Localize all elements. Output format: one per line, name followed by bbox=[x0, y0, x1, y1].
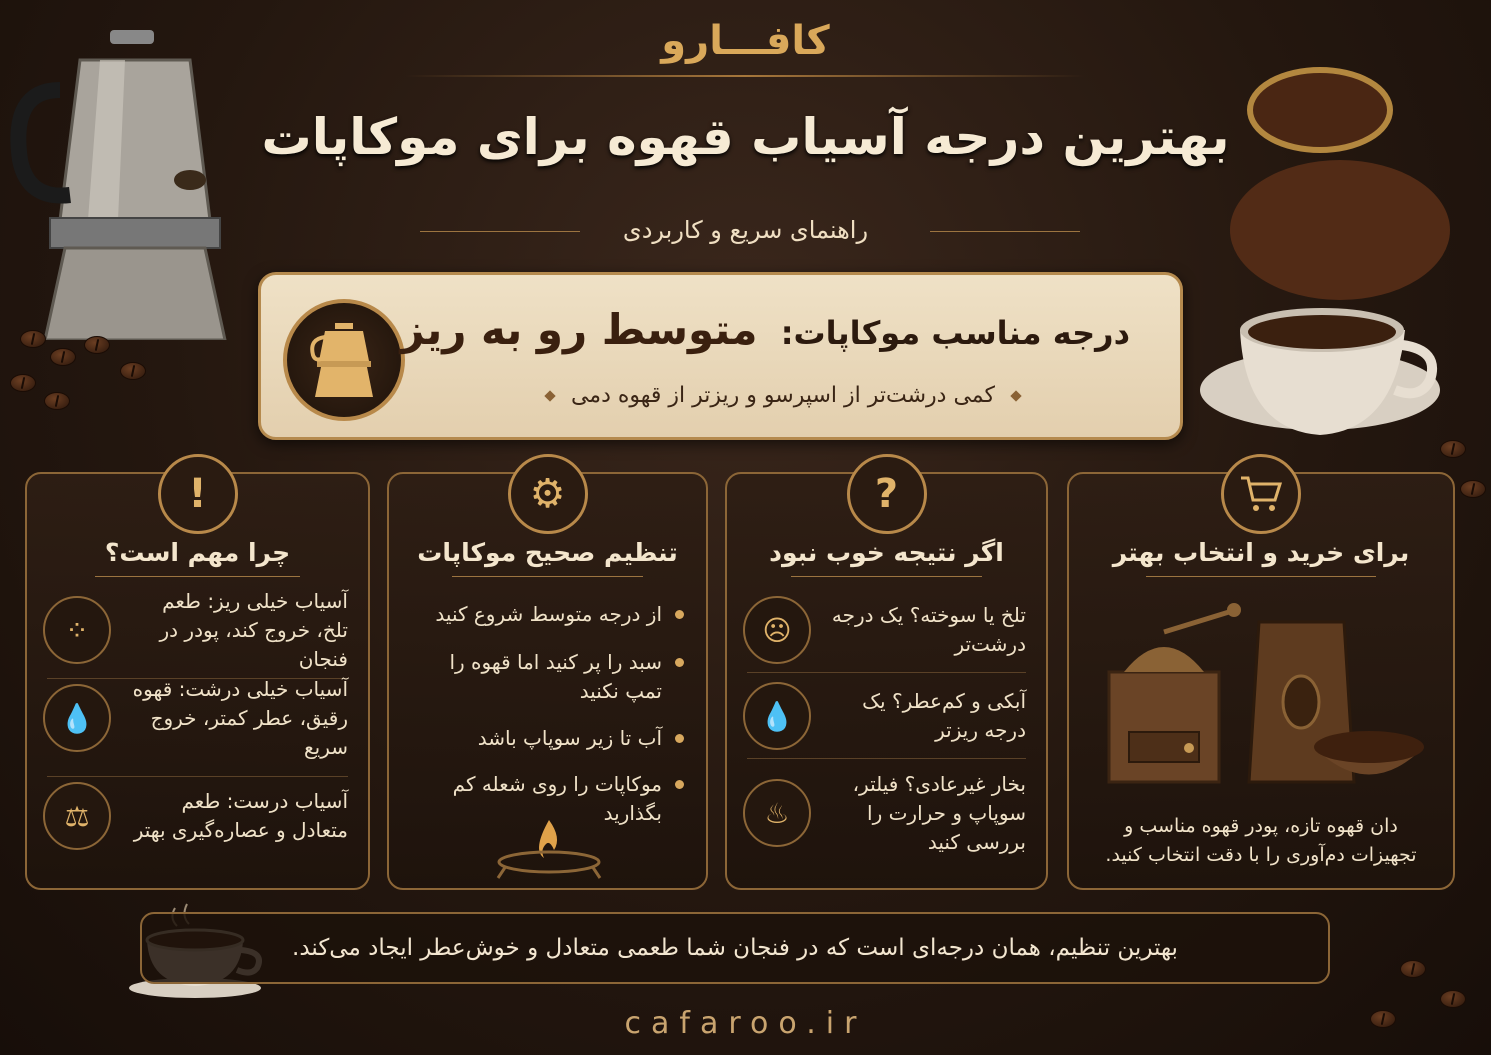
grind-note bbox=[536, 383, 1030, 408]
gear-icon: ⚙ bbox=[508, 454, 588, 534]
buy-tip-text: دان قهوه تازه، پودر قهوه مناسب و تجهیزات دم‌آوری را با دقت انتخاب کنید. bbox=[1105, 815, 1417, 867]
cart-icon bbox=[1221, 454, 1301, 534]
list-item bbox=[743, 758, 1030, 868]
card-title: چرا مهم است؟ bbox=[104, 538, 291, 567]
list-item-text: آسیاب خیلی درشت: قهوه رقیق، عطر کمتر، خروج سریع bbox=[132, 676, 348, 759]
list-item-text: آسیاب درست: طعم متعادل و عصاره‌گیری بهتر bbox=[133, 789, 348, 842]
moka-pot-illustration bbox=[10, 20, 260, 340]
card-title: اگر نتیجه خوب نبود bbox=[769, 538, 1004, 567]
card-why-important bbox=[25, 472, 370, 890]
page-subtitle: راهنمای سریع و کاربردی bbox=[622, 216, 869, 244]
list-item: سبد را پر کنید اما قهوه را تمپ نکنید bbox=[429, 648, 684, 706]
grind-label: درجه مناسب موکاپات: bbox=[780, 314, 1130, 352]
coffee-bean-icon bbox=[10, 374, 36, 392]
grind-recommendation-heading bbox=[400, 305, 1130, 354]
divider bbox=[791, 576, 982, 577]
card-title: تنظیم صحیح موکاپات bbox=[417, 538, 678, 567]
page-title: بهترین درجه آسیاب قهوه برای موکاپات bbox=[261, 108, 1230, 166]
exclamation-icon: ! bbox=[158, 454, 238, 534]
list-item bbox=[743, 584, 1030, 676]
list-item bbox=[743, 670, 1030, 762]
question-icon: ? bbox=[847, 454, 927, 534]
coffee-bean-icon bbox=[44, 392, 70, 410]
diamond-icon bbox=[1010, 390, 1021, 401]
list-item: آب تا زیر سوپاپ باشد bbox=[429, 724, 684, 753]
list-item-text: آسیاب خیلی ریز: طعم تلخ، خروج کند، پودر در فنجان bbox=[159, 588, 348, 671]
footer-tip-text: بهترین تنظیم، همان درجه‌ای است که در فنجان شما طعمی متعادل و خوش‌عطر ایجاد می‌کند. bbox=[292, 935, 1178, 961]
list-item bbox=[43, 584, 352, 676]
footer-tip bbox=[140, 912, 1330, 984]
steam-icon: ♨ bbox=[743, 779, 811, 847]
card-setup bbox=[387, 472, 708, 890]
coffee-bean-icon bbox=[1460, 480, 1486, 498]
divider bbox=[452, 576, 642, 577]
fine-grind-icon: ⁘ bbox=[43, 596, 111, 664]
grind-level: متوسط رو به ریز bbox=[400, 305, 758, 354]
sad-face-icon: ☹ bbox=[743, 596, 811, 664]
coffee-bean-icon bbox=[120, 362, 146, 380]
divider bbox=[1146, 576, 1376, 577]
drop-icon: 💧 bbox=[43, 684, 111, 752]
list-item-text: آبکی و کم‌عطر؟ یک درجه ریزتر bbox=[862, 689, 1026, 742]
card-title: برای خرید و انتخاب بهتر bbox=[1112, 538, 1410, 567]
burner-flame-icon bbox=[484, 814, 614, 880]
drop-icon: 💧 bbox=[743, 682, 811, 750]
list-item: از درجه متوسط شروع کنید bbox=[429, 600, 684, 629]
list-item bbox=[43, 672, 352, 764]
grind-note-text: کمی درشت‌تر از اسپرسو و ریزتر از قهوه دمی bbox=[570, 383, 995, 408]
coffee-bean-icon bbox=[50, 348, 76, 366]
divider bbox=[405, 75, 1085, 77]
list-item: موکاپات را روی شعله کم بگذارید bbox=[429, 770, 684, 828]
list-item bbox=[43, 770, 352, 862]
scale-icon: ⚖ bbox=[43, 782, 111, 850]
divider bbox=[95, 576, 300, 577]
grind-recommendation-banner bbox=[258, 272, 1183, 440]
list-item-text: تلخ یا سوخته؟ یک درجه درشت‌تر bbox=[831, 603, 1026, 656]
website-link[interactable]: cafaroo.ir bbox=[624, 1006, 867, 1041]
coffee-bean-icon bbox=[20, 330, 46, 348]
coffee-bean-icon bbox=[84, 336, 110, 354]
grinder-and-beans-illustration bbox=[1089, 602, 1429, 792]
coffee-cup-illustration bbox=[1190, 40, 1480, 460]
card-buy bbox=[1067, 472, 1455, 890]
coffee-bean-icon bbox=[1400, 960, 1426, 978]
list-item-text: بخار غیرعادی؟ فیلتر، سوپاپ و حرارت را بررسی کنید bbox=[852, 771, 1026, 854]
diamond-icon bbox=[544, 390, 555, 401]
moka-pot-icon bbox=[283, 299, 405, 421]
brand-logo: کافـــارو bbox=[661, 18, 830, 64]
card-troubleshooting bbox=[725, 472, 1048, 890]
